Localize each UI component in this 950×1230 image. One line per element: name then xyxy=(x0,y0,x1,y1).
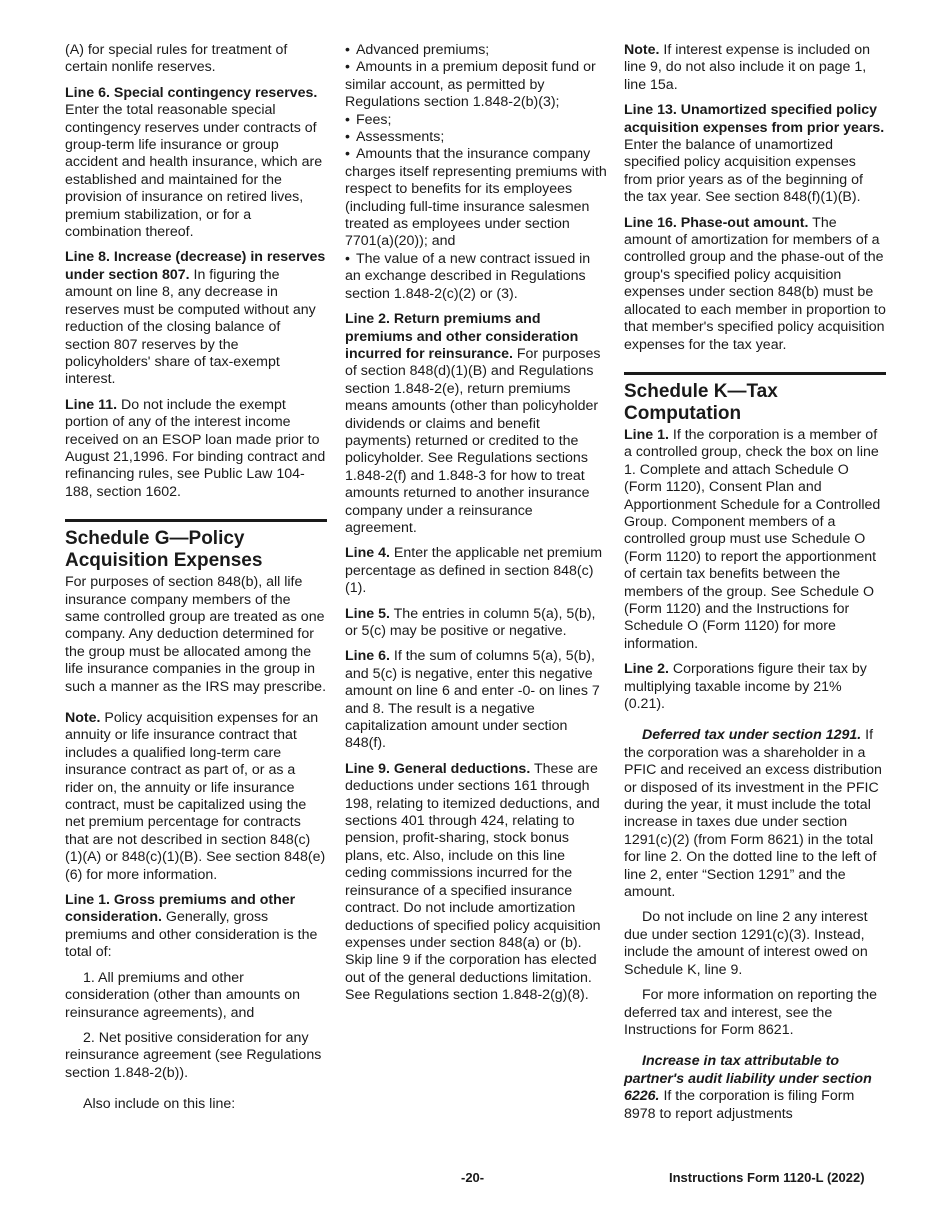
line-1-body: Generally, gross premiums and other consideration is the total of: xyxy=(65,909,318,961)
line-11-body: Do not include the exempt portion of any of the interest income received on an ESOP loan made prior to August 21,1996. For binding contract and refinancing rules, see Public Law 104-188, section 1602. xyxy=(65,396,326,500)
paragraph-line-11 xyxy=(65,397,327,501)
note-body: If interest expense is included on line 9, do not also include it on page 1, line 15a. xyxy=(624,42,871,93)
paragraph-line-2 xyxy=(345,311,607,537)
paragraph-k-line-1 xyxy=(624,427,886,653)
paragraph-line-9 xyxy=(345,761,607,1005)
list-item-1: 1. All premiums and other consideration (other than amounts on reinsurance agreements), and xyxy=(65,969,301,1021)
column-3 xyxy=(624,42,886,1131)
deferred-tax-body: If the corporation was a shareholder in a PFIC and received an excess distribution or disposed of its investment in the PFIC during the year, it must include the total increase in taxes due under section 1291(c)(2) (from Form 8621) in the total for line 2. On the dotted line to the left of line 2, enter “Section 1291” and the amount. xyxy=(624,727,882,901)
line-16-body: The amount of amortization for members of a controlled group and the phase-out of the group's specified policy acquisition expenses under section 848(b) must be allocated to each member in proportion to that member's specified policy acquisition expenses for the tax year. xyxy=(624,214,886,353)
paragraph-line-8 xyxy=(65,249,327,388)
paragraph-note xyxy=(65,710,327,884)
note-heading: Note. xyxy=(65,710,101,726)
paragraph-increase-tax xyxy=(624,1053,886,1123)
bullet-item: • Amounts in a premium deposit fund or similar account, as permitted by Regulations section 1.848-2(b)(3); xyxy=(345,59,607,111)
line-5-heading: Line 5. xyxy=(345,605,390,622)
line-2-body: For purposes of section 848(d)(1)(B) and Regulations section 1.848-2(e), return premiums means amounts (other than policyholder dividends or claims and benefit payments) returned or credited to the policyholder. See Regulations sections 1.848-2(f) and 1.848-3 for how to treat amounts returned to another insurance company under a reinsurance agreement. xyxy=(345,345,601,536)
paragraph-line-1 xyxy=(65,892,327,962)
k-line-1-heading: Line 1. xyxy=(624,426,669,443)
line-6-body: Enter the total reasonable special contingency reserves under contracts of group-term life insurance or group accident and health insurance, which are established and maintained for the provision of insurance on retired lives, premium stabilization, or for a combination thereof. xyxy=(65,102,323,241)
line-9-heading: Line 9. General deductions. xyxy=(345,760,531,777)
note-heading: Note. xyxy=(624,42,660,58)
increase-tax-body: If the corporation is filing Form 8978 to report adjustments xyxy=(624,1088,855,1122)
note-body: Policy acquisition expenses for an annuity or life insurance contract that includes a qualified long-term care insurance contract as part of, or as a rider on, the annuity or life insurance contract, must be capitalized using the net premium percentage for contracts that are not described in section 848(c)(1)(A) or 848(c)(1)(B). See section 848(e)(6) for more information. xyxy=(65,710,326,883)
paragraph-more-info: For more information on reporting the deferred tax and interest, see the Instructions for Form 8621. xyxy=(624,987,877,1038)
k-line-1-body: If the corporation is a member of a controlled group, check the box on line 1. Complete and attach Schedule O (Form 1120), Consent Plan and Apportionment Schedule for a Controlled Group. Component members of a controlled group must use Schedule O (Form 1120) to report the apportionment of certain tax benefits between the members of the group. See Schedule O (Form 1120) and the Instructions for Schedule O (Form 1120) for more information. xyxy=(624,426,881,652)
bullet-item: • Amounts that the insurance company charges itself representing premiums with respect to benefits for its employees (including full-time insurance salesmen treated as employees under section 7701(a)(20)); and xyxy=(345,146,607,250)
increase-tax-heading: Increase in tax attributable to partner's audit liability under section 6226. xyxy=(624,1053,872,1105)
k-line-2-body: Corporations figure their tax by multiplying taxable income by 21% (0.21). xyxy=(624,661,867,712)
bullet-item: • Assessments; xyxy=(345,129,607,146)
line-1-heading: Line 1. Gross premiums and other consideration. xyxy=(65,892,296,926)
schedule-g-intro: For purposes of section 848(b), all life insurance company members of the same controlled group are treated as one company. Any deduction determined for the group must be allocated among the life insurance companies in the group in such a manner as the IRS may prescribe. xyxy=(65,574,327,695)
bullet-item: • Advanced premiums; xyxy=(345,42,607,59)
paragraph-line-6 xyxy=(345,648,607,752)
paragraph-line-5 xyxy=(345,606,607,641)
page-number: -20- xyxy=(461,1170,485,1185)
paragraph-line-6 xyxy=(65,85,327,242)
deferred-tax-heading: Deferred tax under section 1291. xyxy=(642,727,862,744)
schedule-g-section xyxy=(65,519,327,696)
paragraph-line-4 xyxy=(345,545,607,597)
list-item-2: 2. Net positive consideration for any reinsurance agreement (see Regulations section 1.848-2(b)). xyxy=(65,1029,322,1081)
line-11-heading: Line 11. xyxy=(65,396,118,413)
line-16-heading: Line 16. Phase-out amount. xyxy=(624,214,809,231)
also-include: Also include on this line: xyxy=(83,1096,236,1113)
line-9-body: These are deductions under sections 161 through 198, relating to itemized deductions, and sections 401 through 424, relating to pension, profit-sharing, stock bonus plans, etc. Also, include on this line ceding commissions incurred for the reinsurance of a specified insurance contract. Do not include amortization deductions of specified policy acquisition expenses under section 848(a) or (b). Skip line 9 if the corporation has elected out of the general deductions limitation. See Regulations section 1.848-2(g)(8). xyxy=(345,760,601,1004)
line-6-heading: Line 6. Special contingency reserves. xyxy=(65,84,318,101)
paragraph-line-13 xyxy=(624,102,886,206)
line-6-body: If the sum of columns 5(a), 5(b), and 5(c) is negative, enter this negative amount on line 6 and enter -0- on lines 7 and 8. The result is a negative capitalization amount under section 848(f). xyxy=(345,648,600,752)
paragraph-line-16 xyxy=(624,215,886,354)
line-4-body: Enter the applicable net premium percentage as defined in section 848(c)(1). xyxy=(345,545,603,597)
form-footer: Instructions Form 1120-L (2022) xyxy=(669,1170,865,1185)
paragraph: (A) for special rules for treatment of certain nonlife reserves. xyxy=(65,42,288,76)
bullet-item: • Fees; xyxy=(345,112,607,129)
line-4-heading: Line 4. xyxy=(345,545,390,562)
bullet-item: • The value of a new contract issued in an exchange described in Regulations section 1.848-2(c)(2) or (3). xyxy=(345,251,607,303)
column-1 xyxy=(65,42,327,1122)
paragraph-deferred-tax xyxy=(624,727,886,901)
line-13-heading: Line 13. Unamortized specified policy acquisition expenses from prior years. xyxy=(624,102,885,136)
paragraph-interest: Do not include on line 2 any interest due under section 1291(c)(3). Instead, include the amount of interest owed on Schedule K, line 9. xyxy=(624,909,868,978)
schedule-k-title: Schedule K—Tax Computation xyxy=(624,380,778,424)
paragraph-note xyxy=(624,42,886,94)
k-line-2-heading: Line 2. xyxy=(624,661,669,678)
schedule-k-section xyxy=(624,372,886,425)
line-13-body: Enter the balance of unamortized specified policy acquisition expenses from prior years as of the beginning of the tax year. See section 848(f)(1)(B). xyxy=(624,137,863,206)
schedule-g-title: Schedule G—Policy Acquisition Expenses xyxy=(65,528,263,572)
paragraph-k-line-2 xyxy=(624,661,886,713)
line-8-heading: Line 8. Increase (decrease) in reserves under section 807. xyxy=(65,249,326,283)
column-2 xyxy=(345,42,607,1013)
line-6-heading: Line 6. xyxy=(345,648,390,665)
line-5-body: The entries in column 5(a), 5(b), or 5(c) may be positive or negative. xyxy=(345,605,596,639)
line-2-heading: Line 2. Return premiums and premiums and other consideration incurred for reinsurance. xyxy=(345,311,579,362)
line-8-body: In figuring the amount on line 8, any decrease in reserves must be computed without any reduction of the closing balance of section 807 reserves by the policyholders' share of tax-exempt interest. xyxy=(65,266,316,388)
